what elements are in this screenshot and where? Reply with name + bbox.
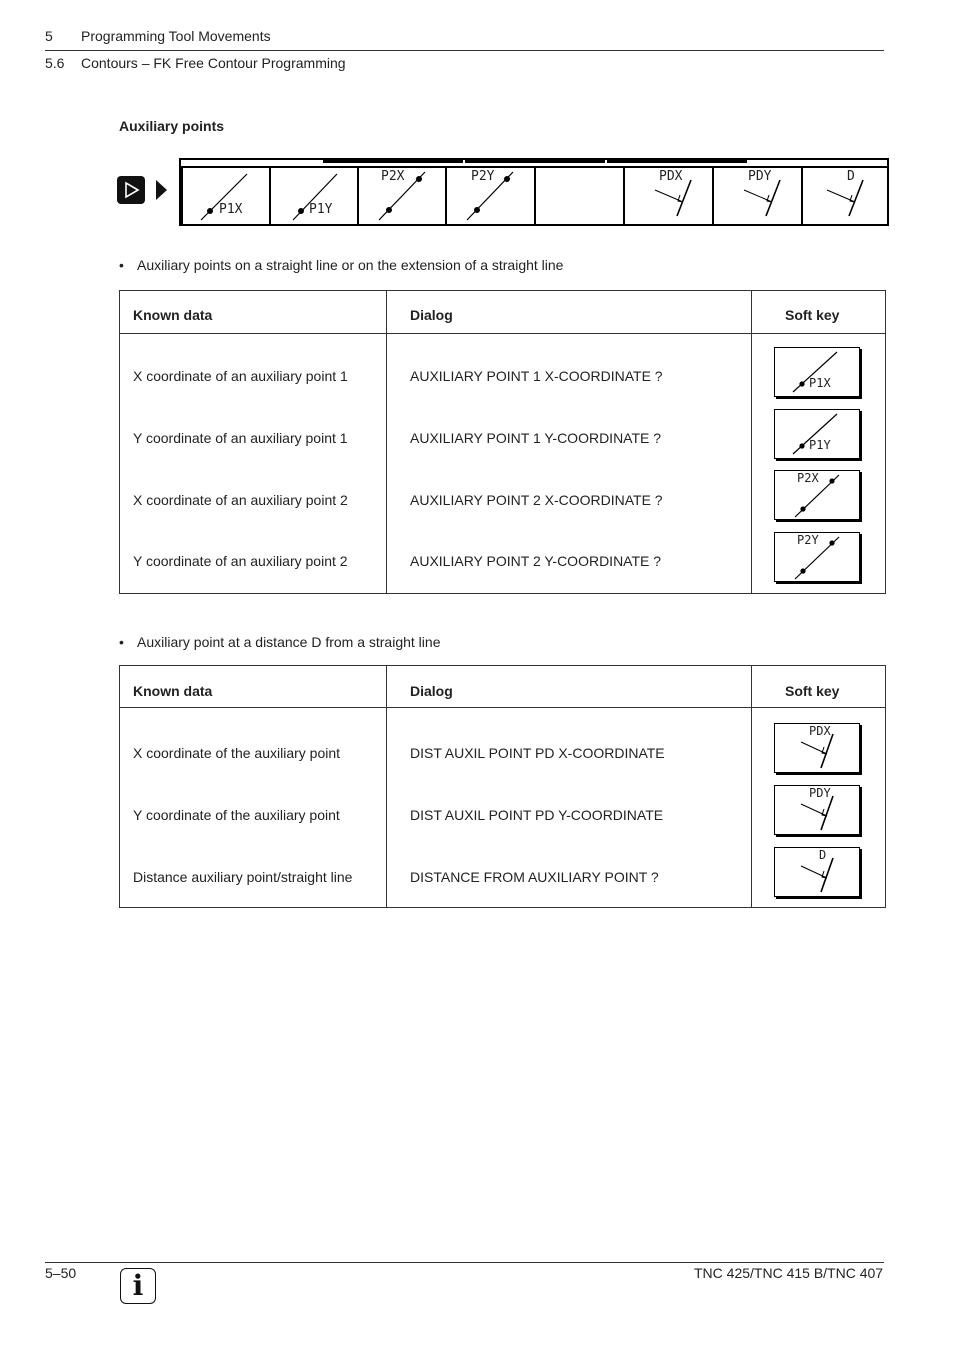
line-point-bottom-icon — [271, 168, 359, 226]
column-header: Soft key — [785, 307, 840, 323]
bullet-marker: • — [119, 257, 124, 273]
distance-point-icon — [775, 848, 859, 896]
softkey-label: PDY — [809, 786, 831, 800]
dialog-cell: AUXILIARY POINT 1 X-COORDINATE ? — [410, 368, 663, 384]
play-triangle-icon — [117, 176, 145, 204]
info-glyph: i — [132, 1269, 144, 1302]
bullet-text: Auxiliary points on a straight line or on the extension of a straight line — [137, 257, 564, 273]
softkey-label: P2Y — [471, 169, 495, 184]
known-data-cell: X coordinate of the auxiliary point — [133, 745, 341, 761]
softkey-label: PDY — [748, 169, 772, 184]
softkey-label: PDX — [809, 724, 831, 738]
column-header: Soft key — [785, 683, 840, 699]
softkey-p2x[interactable] — [357, 168, 445, 224]
softkey-d[interactable] — [801, 168, 889, 224]
dialog-cell: AUXILIARY POINT 2 Y-COORDINATE ? — [410, 553, 662, 569]
section-title: Contours – FK Free Contour Programming — [81, 55, 346, 71]
bullet-text: Auxiliary point at a distance D from a straight line — [137, 634, 441, 650]
dialog-cell: DIST AUXIL POINT PD X-COORDINATE — [410, 745, 665, 761]
dialog-cell: DIST AUXIL POINT PD Y-COORDINATE — [410, 807, 664, 823]
footer-rule — [45, 1262, 884, 1263]
header-rule — [45, 50, 884, 51]
softkey-label: P2Y — [797, 533, 819, 547]
softkey-label: PDX — [659, 169, 683, 184]
softkey-label: P1Y — [809, 438, 831, 452]
bullet-marker: • — [119, 634, 124, 650]
column-header: Dialog — [410, 307, 453, 323]
softkey-p2y[interactable] — [445, 168, 533, 224]
section-heading: Auxiliary points — [119, 118, 225, 134]
known-data-cell: Y coordinate of the auxiliary point — [133, 807, 340, 823]
softkey-label: P2X — [381, 169, 405, 184]
dialog-cell: AUXILIARY POINT 2 X-COORDINATE ? — [410, 492, 663, 508]
softkey-pdx[interactable] — [623, 168, 711, 224]
softkey-empty[interactable] — [534, 168, 622, 224]
softkey-label: P1X — [219, 202, 243, 217]
softkey-bar — [179, 158, 889, 226]
known-data-cell: Y coordinate of an auxiliary point 2 — [133, 553, 348, 569]
known-data-cell: X coordinate of an auxiliary point 2 — [133, 492, 348, 508]
softkey-label: D — [847, 169, 855, 184]
table-auxiliary-distance — [119, 665, 886, 908]
softkey-label: P2X — [797, 471, 819, 485]
right-arrow-icon — [154, 179, 168, 201]
softkey-pdx[interactable] — [774, 723, 860, 773]
softkey-label: P1X — [809, 376, 831, 390]
softkey-pdy[interactable] — [774, 785, 860, 835]
softkey-label: D — [819, 848, 827, 862]
softkey-pdy[interactable] — [712, 168, 800, 224]
chapter-title: Programming Tool Movements — [81, 28, 271, 44]
softkey-p1x[interactable] — [181, 168, 269, 224]
softkey-d[interactable] — [774, 847, 860, 897]
softkey-p1y[interactable] — [774, 409, 860, 459]
column-header: Dialog — [410, 683, 453, 699]
known-data-cell: Distance auxiliary point/straight line — [133, 869, 353, 885]
table-auxiliary-line — [119, 290, 886, 594]
column-header: Known data — [133, 683, 213, 699]
known-data-cell: X coordinate of an auxiliary point 1 — [133, 368, 348, 384]
line-point-bottom-icon — [183, 168, 271, 226]
dialog-cell: AUXILIARY POINT 1 Y-COORDINATE ? — [410, 430, 662, 446]
softkey-label: P1Y — [309, 202, 333, 217]
section-number: 5.6 — [45, 55, 65, 71]
column-header: Known data — [133, 307, 213, 323]
softkey-p1x[interactable] — [774, 347, 860, 397]
softkey-p2x[interactable] — [774, 470, 860, 520]
known-data-cell: Y coordinate of an auxiliary point 1 — [133, 430, 348, 446]
page-number: 5–50 — [45, 1265, 77, 1281]
product-name: TNC 425/TNC 415 B/TNC 407 — [694, 1265, 884, 1281]
softkey-switch-button[interactable] — [117, 176, 145, 204]
chapter-number: 5 — [45, 28, 53, 44]
info-icon — [120, 1268, 156, 1304]
dialog-cell: DISTANCE FROM AUXILIARY POINT ? — [410, 869, 659, 885]
softkey-p2y[interactable] — [774, 532, 860, 582]
softkey-p1y[interactable] — [269, 168, 357, 224]
